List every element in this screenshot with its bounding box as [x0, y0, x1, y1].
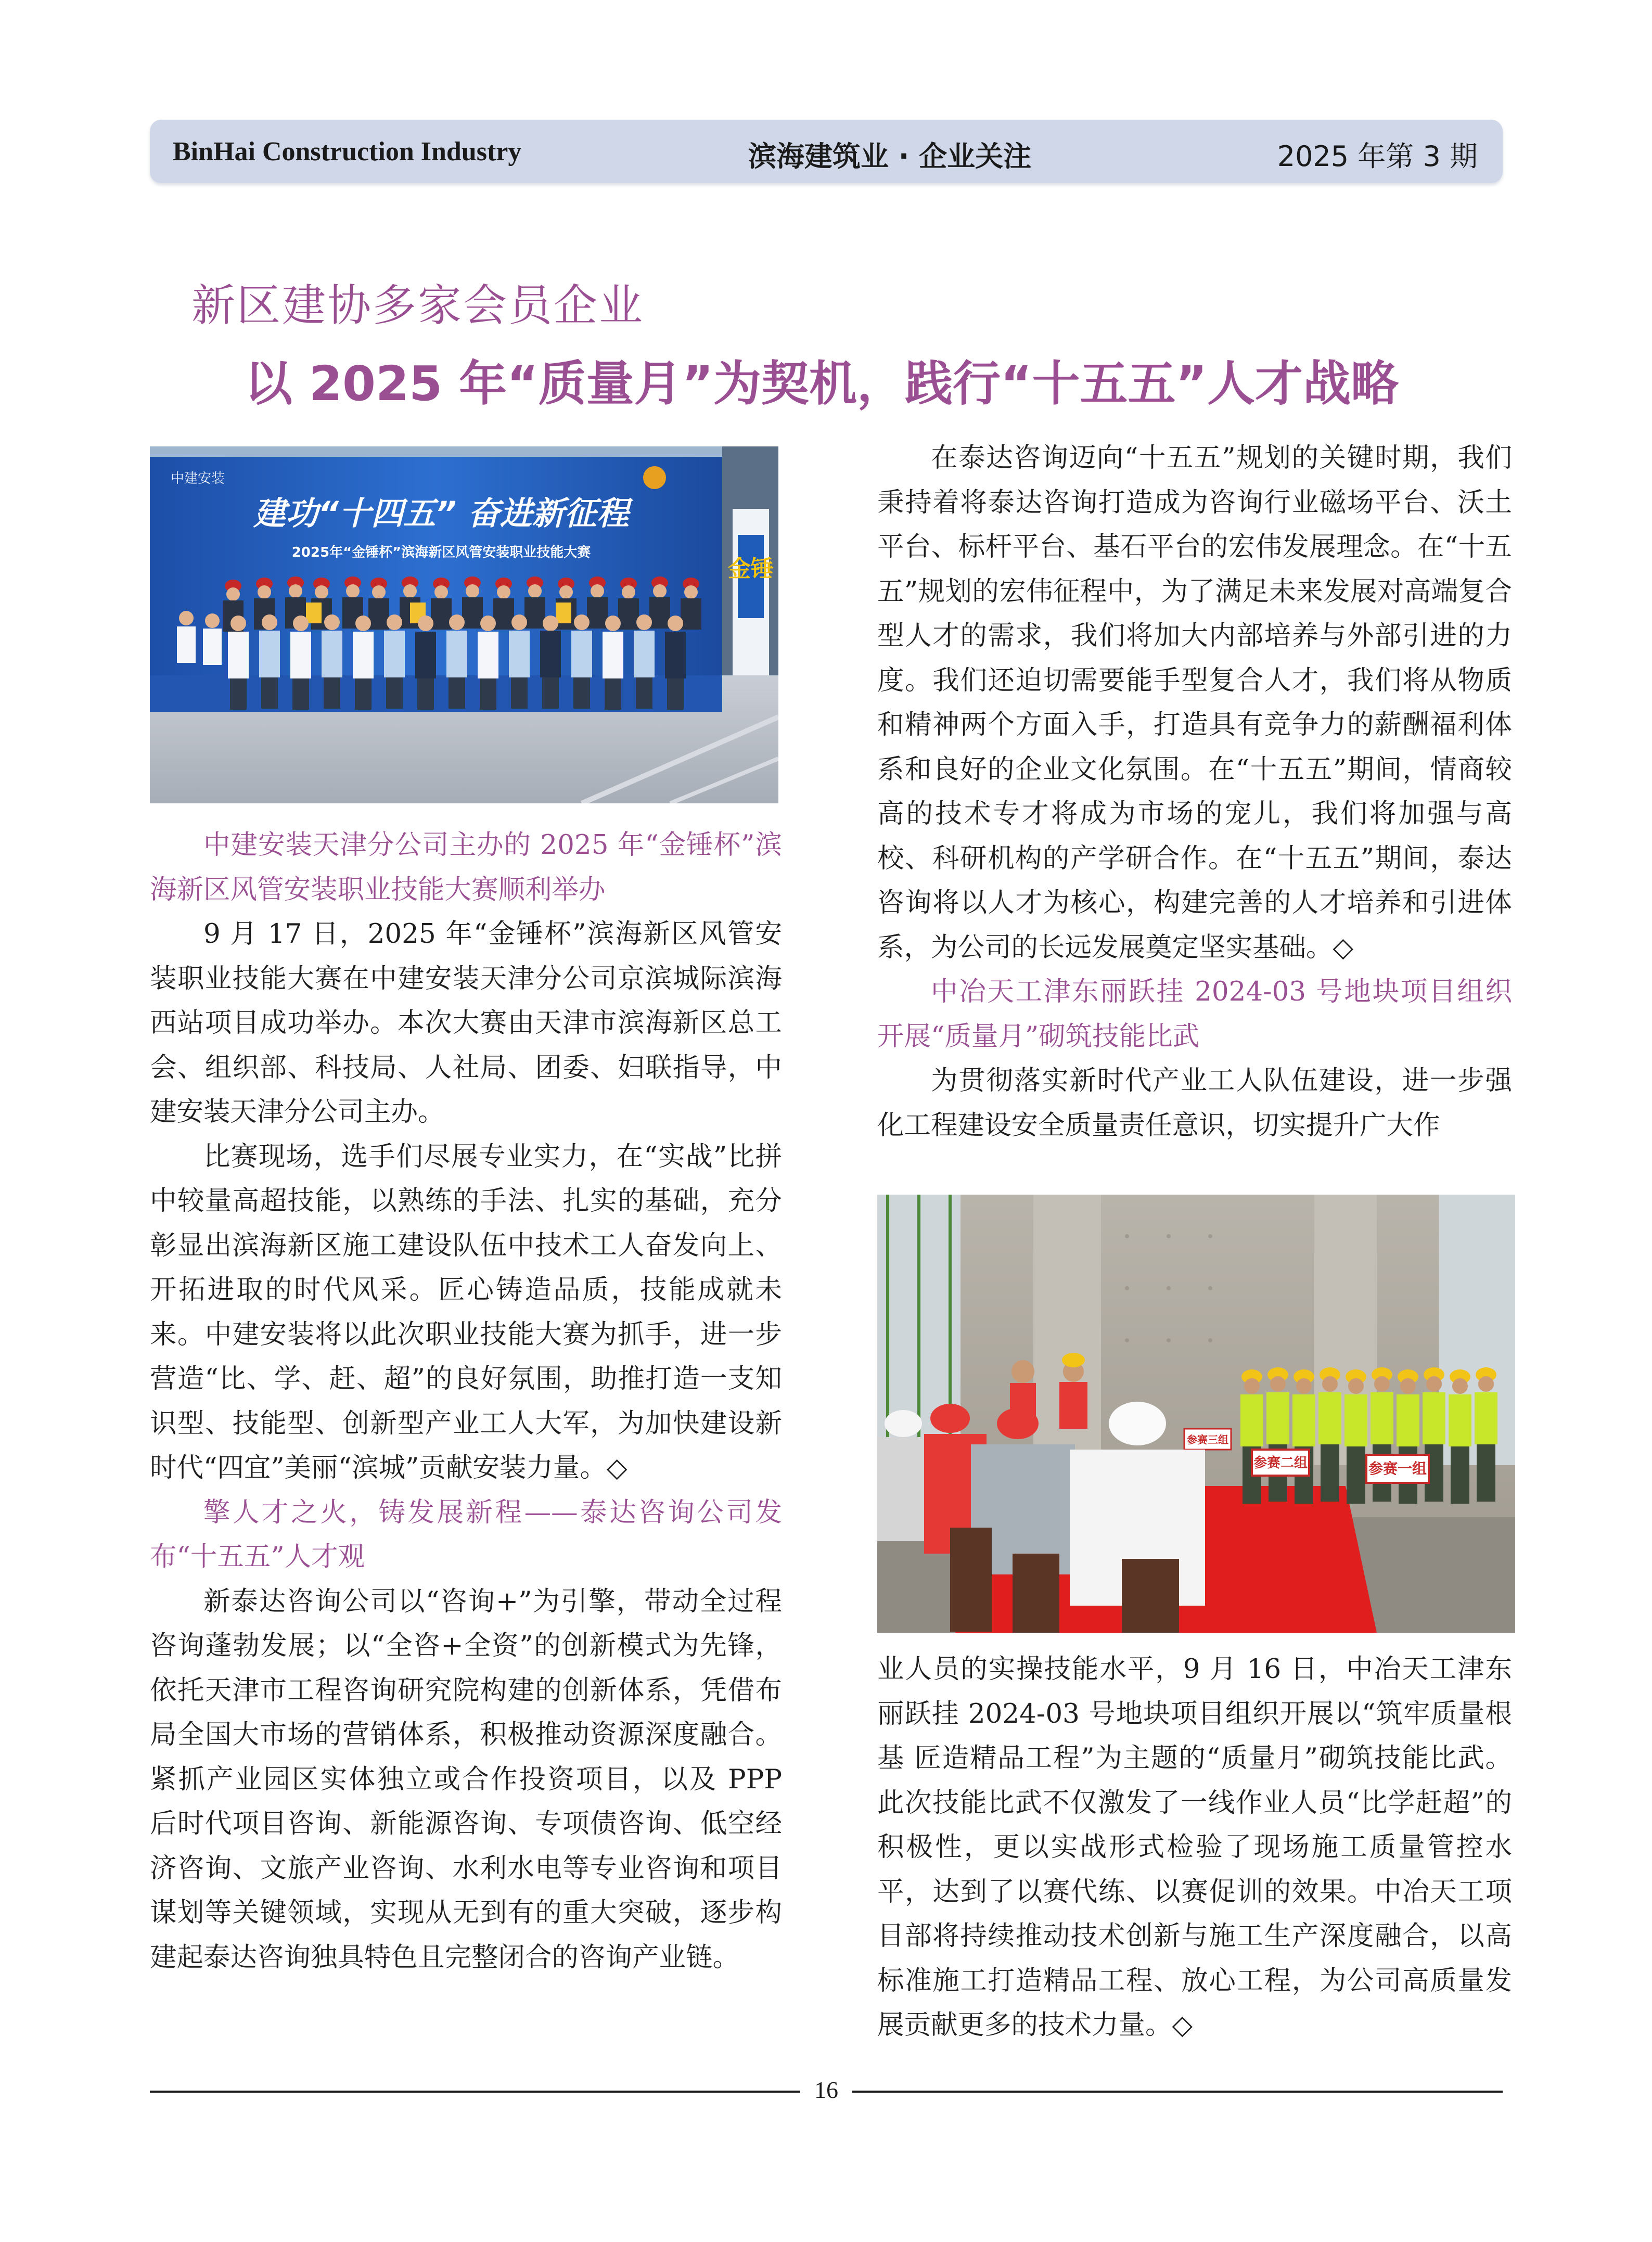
- article-headline: 以 2025 年“质量月”为契机，践行“十五五”人才战略: [245, 356, 1399, 412]
- section1-paragraph-1: 9 月 17 日，2025 年“金锤杯”滨海新区风管安装职业技能大赛在中建安装天津分公司京滨城际滨海西站项目成功举办。本次大赛由天津市滨海新区总工会、组织部、科技局、人社局、团委、妇联指导，中建安装天津分公司主办。: [150, 918, 782, 1128]
- photo2-sign-3: 参赛三组: [1187, 1433, 1228, 1446]
- photo1-backdrop-subtitle: 2025年“金锤杯”滨海新区风管安装职业技能大赛: [291, 545, 591, 560]
- journal-section-title: 滨海建筑业 · 企业关注: [748, 140, 1032, 173]
- section3-paragraph-1a: 为贯彻落实新时代产业工人队伍建设，进一步强化工程建设安全质量责任意识，切实提升广大作: [877, 1065, 1512, 1141]
- photo1-banner-text: 金锤: [728, 556, 774, 582]
- journal-title-en: BinHai Construction Industry: [173, 137, 522, 166]
- right-column-bottom: [877, 1647, 1512, 2048]
- right-column-top: [877, 436, 1512, 1148]
- section2-paragraph-1: 新泰达咨询公司以“咨询+”为引擎，带动全过程咨询蓬勃发展；以“全咨+全资”的创新模式为先锋，依托天津市工程咨询研究院构建的创新体系，凭借布局全国大市场的营销体系，积极推动资源深度融合。紧抓产业园区实体独立或合作投资项目，以及 PPP 后时代项目咨询、新能源咨询、专项债咨询、低空经济咨询、文旅产业咨询、水利水电等专业咨询和项目谋划等关键领域，实现从无到有的重大突破，逐步构建起泰达咨询独具特色且完整闭合的咨询产业链。: [150, 1585, 782, 1973]
- photo2-sign-1: 参赛一组: [1368, 1460, 1427, 1477]
- section2-paragraph-2: 在泰达咨询迈向“十五五”规划的关键时期，我们秉持着将泰达咨询打造成为咨询行业磁场平台、沃土平台、标杆平台、基石平台的宏伟发展理念。在“十五五”规划的宏伟征程中，为了满足未来发展对高端复合型人才的需求，我们将加大内部培养与外部引进的力度。我们还迫切需要能手型复合人才，我们将从物质和精神两个方面入手，打造具有竞争力的薪酬福利体系和良好的企业文化氛围。在“十五五”期间，情商较高的技术专才将成为市场的宠儿，我们将加强与高校、科研机构的产学研合作。在“十五五”期间，泰达咨询将以人才为核心，构建完善的人才培养和引进体系，为公司的长远发展奠定坚实基础。◇: [877, 442, 1512, 963]
- photo1-backdrop-slogan: 建功“十四五” 奋进新征程: [253, 494, 629, 532]
- issue-label: 2025 年第 3 期: [1277, 140, 1478, 173]
- section3-paragraph-1b: 业人员的实操技能水平，9 月 16 日，中冶天工津东丽跃挂 2024-03 号地块项目组织开展以“筑牢质量根基 匠造精品工程”为主题的“质量月”砌筑技能比武。此次技能比武不仅激发了一线作业人员“比学赶超”的积极性，更以实战形式检验了现场施工质量管控水平，达到了以赛代练、以赛促训的效果。中冶天工项目部将持续推动技术创新与施工生产深度融合，以高标准施工打造精品工程、放心工程，为公司高质量发展贡献更多的技术力量。◇: [877, 1654, 1512, 2041]
- photo-competition-group-image: [150, 446, 778, 803]
- section2-subhead: 擎人才之火，铸发展新程——泰达咨询公司发布“十五五”人才观: [150, 1496, 782, 1572]
- footer-rule-right: [852, 2091, 1503, 2093]
- article-kicker: 新区建协多家会员企业: [191, 280, 645, 331]
- photo-masonry-competition-image: [877, 1195, 1515, 1633]
- running-header: [150, 120, 1503, 183]
- footer-rule-left: [150, 2091, 800, 2093]
- page-number: 16: [814, 2077, 838, 2103]
- photo1-backdrop-logo: 中建安装: [171, 471, 225, 486]
- section1-subhead: 中建安装天津分公司主办的 2025 年“金锤杯”滨海新区风管安装职业技能大赛顺利举办: [150, 829, 782, 905]
- section3-subhead: 中冶天工津东丽跃挂 2024-03 号地块项目组织开展“质量月”砌筑技能比武: [877, 976, 1512, 1052]
- photo2-sign-2: 参赛二组: [1253, 1455, 1308, 1471]
- photo-competition-group: [150, 446, 778, 803]
- left-column: [150, 823, 782, 1980]
- section1-paragraph-2: 比赛现场，选手们尽展专业实力，在“实战”比拼中较量高超技能，以熟练的手法、扎实的基础，充分彰显出滨海新区施工建设队伍中技术工人奋发向上、开拓进取的时代风采。匠心铸造品质，技能成就未来。中建安装将以此次职业技能大赛为抓手，进一步营造“比、学、赶、超”的良好氛围，助推打造一支知识型、技能型、创新型产业工人大军，为加快建设新时代“四宜”美丽“滨城”贡献安装力量。◇: [150, 1141, 782, 1483]
- photo-masonry-competition: [877, 1195, 1515, 1633]
